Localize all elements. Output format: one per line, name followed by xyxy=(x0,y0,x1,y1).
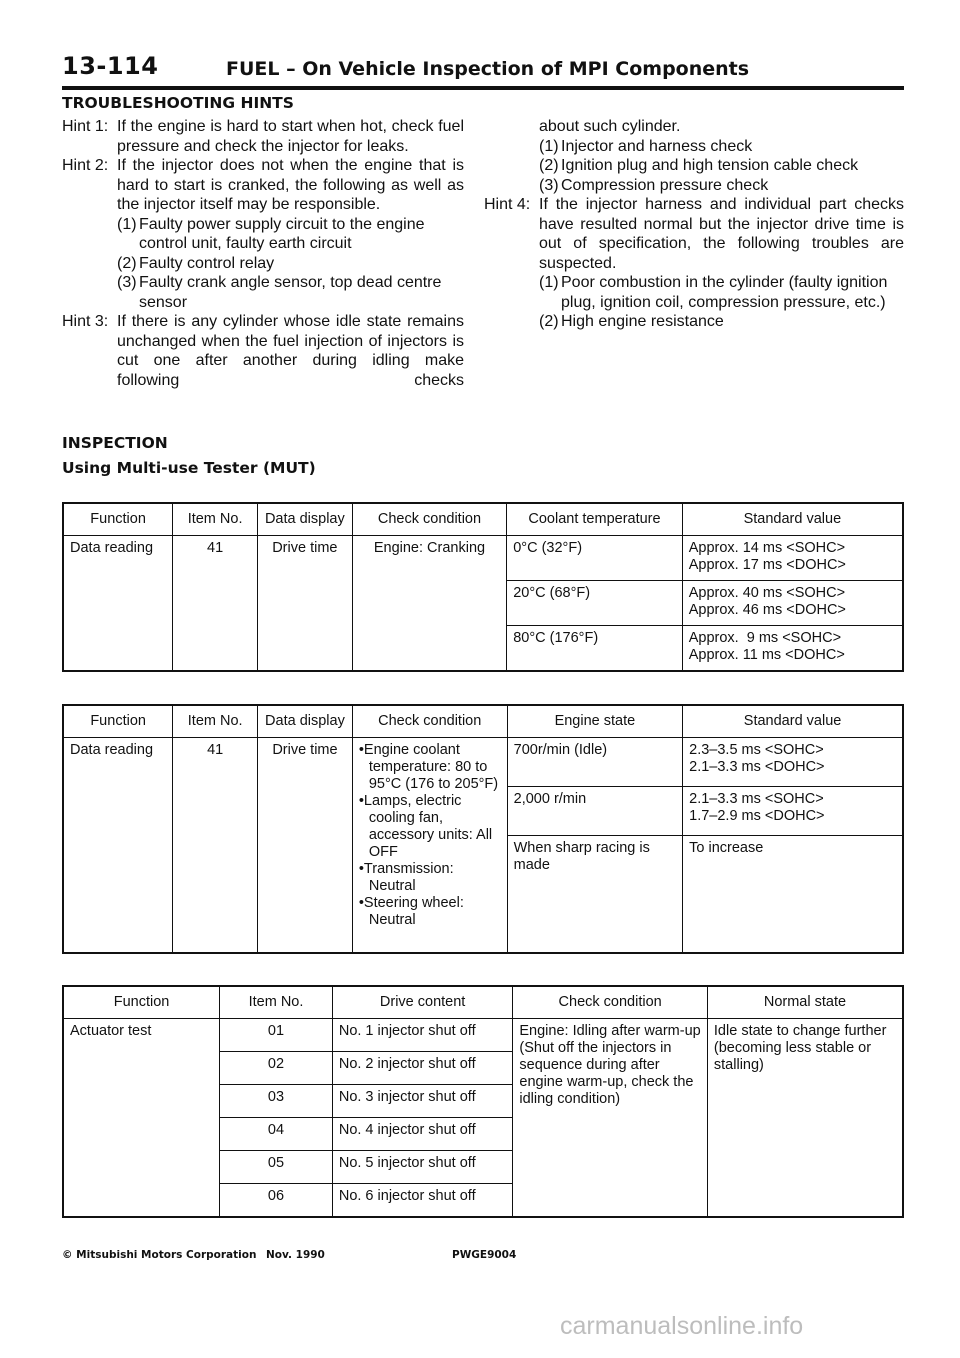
table-header-row xyxy=(63,503,903,536)
column-header: Engine state xyxy=(507,705,683,738)
drive-content-cell: No. 6 injector shut off xyxy=(332,1184,513,1218)
hint-1-label: Hint 1: xyxy=(62,118,109,135)
actuator-test-table xyxy=(62,985,904,1218)
data-display-cell: Drive time xyxy=(258,738,353,954)
hints-right-column xyxy=(484,117,904,332)
standard-value-cell: Approx. 40 ms <SOHC> Approx. 46 ms <DOHC> xyxy=(682,581,903,626)
troubleshooting-heading: TROUBLESHOOTING HINTS xyxy=(62,94,294,112)
column-header: Normal state xyxy=(707,986,903,1019)
check-condition-cell: Engine: Cranking xyxy=(352,536,507,672)
coolant-temp-cell: 0°C (32°F) xyxy=(507,536,683,581)
column-header: Item No. xyxy=(220,986,333,1019)
engine-state-drive-time-table xyxy=(62,704,904,954)
table-row xyxy=(63,536,903,581)
page-number: 13-114 xyxy=(62,52,159,80)
column-header: Coolant temperature xyxy=(507,503,683,536)
hint-4-text: If the injector harness and individual part checks have resulted normal but the injector drive time is out of specification, the following troubles are suspected. xyxy=(539,196,904,272)
drive-content-cell: No. 1 injector shut off xyxy=(332,1019,513,1052)
table-row xyxy=(63,738,903,787)
column-header: Check condition xyxy=(352,705,507,738)
data-display-cell: Drive time xyxy=(257,536,352,672)
page-title: FUEL – On Vehicle Inspection of MPI Components xyxy=(226,58,750,80)
column-header: Data display xyxy=(258,705,353,738)
engine-state-cell: 700r/min (Idle) xyxy=(507,738,683,787)
column-header: Standard value xyxy=(682,503,903,536)
hint-3-continued: about such cylinder. xyxy=(539,118,681,135)
publication-date: Nov. 1990 xyxy=(266,1249,325,1261)
inspection-heading: INSPECTION xyxy=(62,434,168,452)
document-code: PWGE9004 xyxy=(452,1249,517,1261)
hint-3-item: (2) Ignition plug and high tension cable check xyxy=(539,157,859,174)
column-header: Check condition xyxy=(513,986,708,1019)
hint-2-text: If the injector does not when the engine that is hard to start is cranked, the following as well as the injector itself may be responsible. xyxy=(117,157,464,213)
drive-content-cell: No. 3 injector shut off xyxy=(332,1085,513,1118)
drive-content-cell: No. 5 injector shut off xyxy=(332,1151,513,1184)
condition-bullet: •Transmission: Neutral xyxy=(358,861,454,894)
hint-2-item: (2) Faulty control relay xyxy=(117,254,275,272)
hint-1 xyxy=(62,117,464,156)
hint-4-item: (1) Poor combustion in the cylinder (faulty ignition plug, ignition coil, compression pressure, etc.) xyxy=(539,274,888,311)
normal-state-cell: Idle state to change further (becoming less stable or stalling) xyxy=(707,1019,903,1218)
column-header: Item No. xyxy=(173,705,258,738)
function-cell: Data reading xyxy=(63,536,173,672)
coolant-temp-cell: 80°C (176°F) xyxy=(507,626,683,672)
item-no-cell: 41 xyxy=(173,536,258,672)
column-header: Item No. xyxy=(173,503,258,536)
column-header: Function xyxy=(63,503,173,536)
check-condition-cell xyxy=(352,738,507,954)
condition-bullet: •Lamps, electric cooling fan, accessory units: All OFF xyxy=(358,793,493,860)
watermark: carmanualsonline.info xyxy=(560,1312,804,1340)
column-header: Check condition xyxy=(352,503,507,536)
engine-state-cell: When sharp racing is made xyxy=(507,836,683,954)
hint-3 xyxy=(62,312,464,390)
hint-3-label: Hint 3: xyxy=(62,313,109,330)
drive-content-cell: No. 2 injector shut off xyxy=(332,1052,513,1085)
engine-state-cell: 2,000 r/min xyxy=(507,787,683,836)
table-header-row xyxy=(63,705,903,738)
standard-value-cell: To increase xyxy=(683,836,903,954)
hint-2 xyxy=(62,156,464,312)
item-no-cell: 41 xyxy=(173,738,258,954)
column-header: Data display xyxy=(257,503,352,536)
hint-1-text: If the engine is hard to start when hot, check fuel pressure and check the injector for leaks. xyxy=(117,118,464,155)
hints-left-column xyxy=(62,117,464,390)
column-header: Function xyxy=(63,986,220,1019)
hint-4-label: Hint 4: xyxy=(484,196,531,213)
column-header: Function xyxy=(63,705,173,738)
hint-3-text: If there is any cylinder whose idle state remains unchanged when the fuel injection of injectors is cut one after another during idling make following checks xyxy=(117,313,464,389)
hint-4 xyxy=(484,195,904,332)
inspection-subheading: Using Multi-use Tester (MUT) xyxy=(62,459,316,477)
standard-value-cell: Approx. 9 ms <SOHC> Approx. 11 ms <DOHC> xyxy=(682,626,903,672)
function-cell: Actuator test xyxy=(63,1019,220,1218)
item-no-cell: 02 xyxy=(220,1052,333,1085)
item-no-cell: 05 xyxy=(220,1151,333,1184)
hint-4-item: (2) High engine resistance xyxy=(539,313,724,330)
standard-value-cell: 2.1–3.3 ms <SOHC> 1.7–2.9 ms <DOHC> xyxy=(683,787,903,836)
check-condition-cell: Engine: Idling after warm-up (Shut off the injectors in sequence during after engine warm-up, check the idling condition) xyxy=(513,1019,708,1218)
hint-3-item: (1) Injector and harness check xyxy=(539,137,753,155)
standard-value-cell: Approx. 14 ms <SOHC> Approx. 17 ms <DOHC> xyxy=(682,536,903,581)
function-cell: Data reading xyxy=(63,738,173,954)
hint-3-item: (3) Compression pressure check xyxy=(539,176,769,194)
table-row xyxy=(63,1019,903,1052)
item-no-cell: 03 xyxy=(220,1085,333,1118)
drive-content-cell: No. 4 injector shut off xyxy=(332,1118,513,1151)
column-header: Drive content xyxy=(332,986,513,1019)
item-no-cell: 01 xyxy=(220,1019,333,1052)
coolant-drive-time-table xyxy=(62,502,904,672)
standard-value-cell: 2.3–3.5 ms <SOHC> 2.1–3.3 ms <DOHC> xyxy=(683,738,903,787)
hint-2-item: (3) Faulty crank angle sensor, top dead centre sensor xyxy=(117,274,442,311)
hint-2-label: Hint 2: xyxy=(62,157,109,174)
table-header-row xyxy=(63,986,903,1019)
coolant-temp-cell: 20°C (68°F) xyxy=(507,581,683,626)
item-no-cell: 04 xyxy=(220,1118,333,1151)
header-rule xyxy=(62,86,904,90)
hint-2-item: (1) Faulty power supply circuit to the engine control unit, faulty earth circuit xyxy=(117,215,425,252)
item-no-cell: 06 xyxy=(220,1184,333,1218)
condition-bullet: •Steering wheel: Neutral xyxy=(358,895,464,928)
copyright-text: © Mitsubishi Motors Corporation xyxy=(62,1249,257,1261)
condition-bullet: •Engine coolant temperature: 80 to 95°C (176 to 205°F) xyxy=(358,742,499,792)
column-header: Standard value xyxy=(683,705,903,738)
